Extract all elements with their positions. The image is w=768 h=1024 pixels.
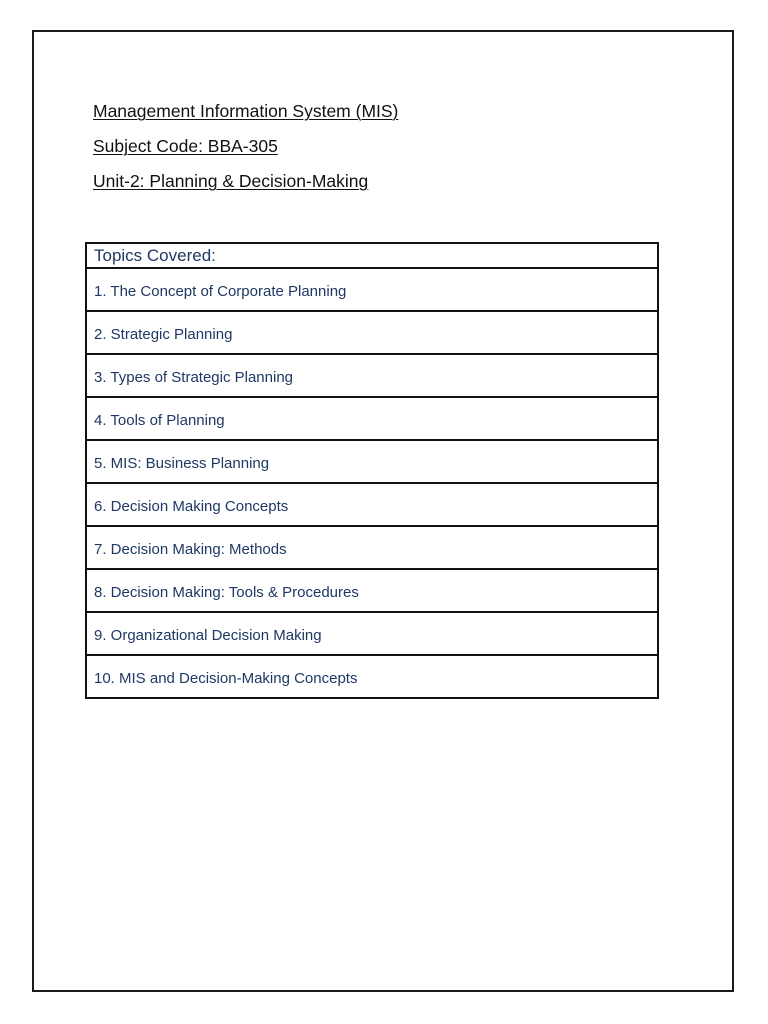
topic-item: 7. Decision Making: Methods [86,526,658,569]
table-row [86,612,658,655]
topic-item: 9. Organizational Decision Making [86,612,658,655]
subject-code: Subject Code: BBA-305 [93,136,278,156]
topic-item: 2. Strategic Planning [86,311,658,354]
topic-item: 8. Decision Making: Tools & Procedures [86,569,658,612]
unit-title: Unit-2: Planning & Decision-Making [93,171,369,191]
table-row [86,655,658,698]
topic-item: 4. Tools of Planning [86,397,658,440]
topic-item: 6. Decision Making Concepts [86,483,658,526]
topic-item: 3. Types of Strategic Planning [86,354,658,397]
table-row [86,440,658,483]
table-row [86,397,658,440]
document-title: Management Information System (MIS) [93,101,399,121]
topics-header: Topics Covered: [86,243,658,268]
table-header-row [86,243,658,268]
table-row [86,354,658,397]
topic-item: 5. MIS: Business Planning [86,440,658,483]
table-row [86,483,658,526]
topic-item: 1. The Concept of Corporate Planning [86,268,658,311]
table-row [86,268,658,311]
topic-item: 10. MIS and Decision-Making Concepts [86,655,658,698]
table-row [86,526,658,569]
topics-table [85,242,659,699]
table-row [86,569,658,612]
table-row [86,311,658,354]
